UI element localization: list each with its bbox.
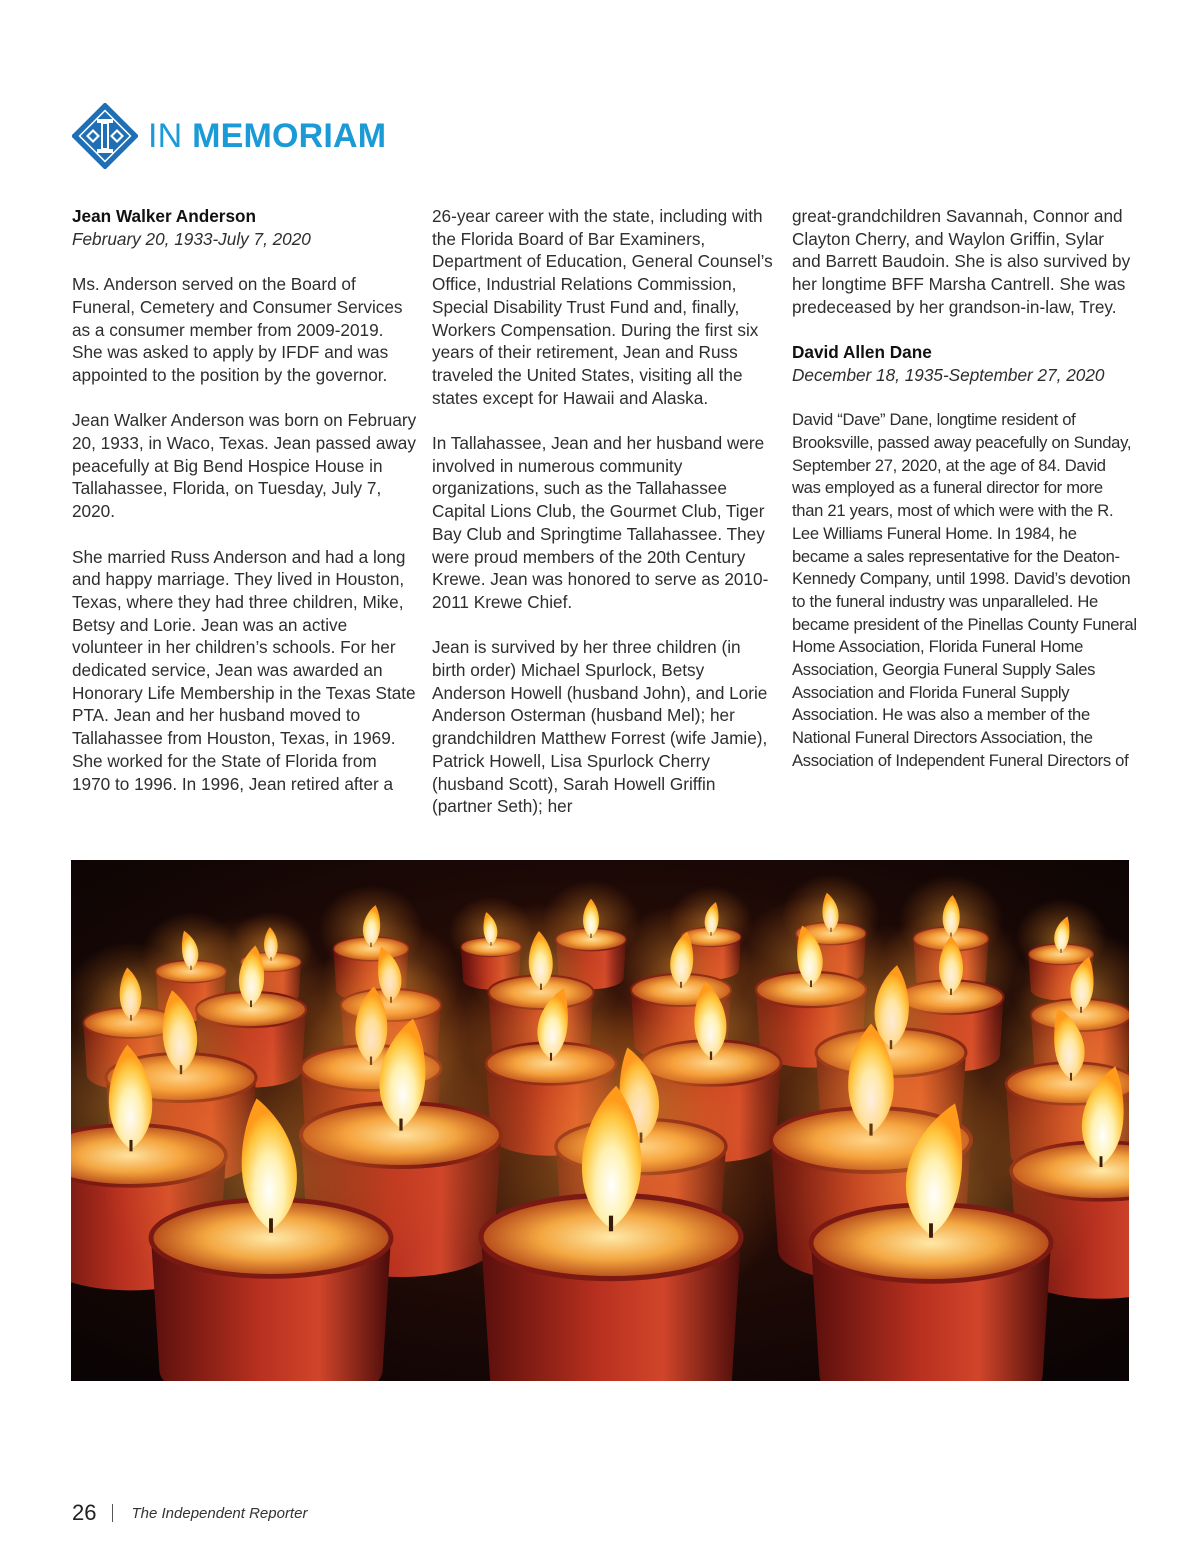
obituary-name-dane: David Allen Dane bbox=[792, 342, 932, 363]
paragraph: great-grandchildren Savannah, Connor and Clayton Cherry, and Waylon Griffin, Sylar and Barrett Baudoin. She is also survived by her longtime BFF Marsha Cantrell. She was predeceased by her grandson-in-law, Trey. bbox=[792, 206, 1131, 317]
obituary-name-anderson: Jean Walker Anderson bbox=[72, 206, 257, 226]
paragraph: She married Russ Anderson and had a long and happy marriage. They lived in Houston, Texas, where they had three children, Mike, Betsy and Lorie. Jean was an active volunteer in her children’s schools. For her dedicated service, Jean was awarded an Honorary Life Membership in the Texas State PTA. Jean and her husband moved to Tallahassee from Houston, Texas, in 1969. She worked for the State of Florida from 1970 to 1996. In 1996, Jean retired after a bbox=[72, 546, 416, 794]
page-footer bbox=[72, 1500, 307, 1526]
publication-name: The Independent Reporter bbox=[131, 1504, 308, 1522]
title-light: IN bbox=[148, 116, 183, 155]
candles-illustration bbox=[71, 860, 1129, 1381]
section-header bbox=[72, 103, 386, 169]
obituary-dates-dane: December 18, 1935-September 27, 2020 bbox=[792, 364, 1105, 385]
column-2 bbox=[432, 205, 777, 841]
page-number: 26 bbox=[72, 1500, 97, 1525]
paragraph: Ms. Anderson served on the Board of Funeral, Cemetery and Consumer Services as a consumer member from 2009-2019. She was asked to apply by IFDF and was appointed to the position by the governor. bbox=[72, 274, 403, 385]
candles-photo bbox=[71, 860, 1129, 1381]
footer-divider bbox=[112, 1504, 113, 1522]
paragraph: Jean is survived by her three children (in birth order) Michael Spurlock, Betsy Anderson Howell (husband John), and Lorie Anderson Osterman (husband Mel); her grandchildren Matthew Forrest (wife Jamie), Patrick Howell, Lisa Spurlock Cherry (husband Scott), Sarah Howell Griffin (partner Seth); her bbox=[432, 637, 768, 817]
paragraph: Jean Walker Anderson was born on February 20, 1933, in Waco, Texas. Jean passed away peacefully at Big Bend Hospice House in Tallahassee, Florida, on Tuesday, July 7, 2020. bbox=[72, 410, 417, 522]
page-title bbox=[148, 117, 386, 156]
column-1 bbox=[72, 205, 417, 818]
paragraph: 26-year career with the state, including with the Florida Board of Bar Examiners, Department of Education, General Counsel’s Office, Industrial Relations Commission, Special Disability Trust Fund and, finally, Workers Compensation. During the first six years of their retirement, Jean and Russ traveled the United States, visiting all the states except for Hawaii and Alaska. bbox=[432, 206, 773, 408]
paragraph: In Tallahassee, Jean and her husband were involved in numerous community organizations, such as the Tallahassee Capital Lions Club, the Gourmet Club, Tiger Bay Club and Springtime Tallahassee. They were proud members of the 20th Century Krewe. Jean was honored to serve as 2010-2011 Krewe Chief. bbox=[432, 433, 769, 612]
title-bold: MEMORIAM bbox=[192, 116, 387, 155]
diamond-monogram-i-icon bbox=[72, 103, 138, 169]
paragraph: David “Dave” Dane, longtime resident of Brooksville, passed away peacefully on Sunday, September 27, 2020, at the age of 84. David was employed as a funeral director for more than 21 years, most of which were with the R. Lee Williams Funeral Home. In 1984, he became a sales representative for the Deaton-Kennedy Company, until 1998. David’s devotion to the funeral industry was unparalleled. He became president of the Pinellas County Funeral Home Association, Florida Funeral Home Association, Georgia Funeral Supply Sales Association and Florida Funeral Supply Association. He was also a member of the National Funeral Directors Association, the Association of Independent Funeral Directors of bbox=[792, 410, 1137, 770]
obituary-dates-anderson: February 20, 1933-July 7, 2020 bbox=[72, 228, 311, 249]
column-3 bbox=[792, 205, 1137, 795]
